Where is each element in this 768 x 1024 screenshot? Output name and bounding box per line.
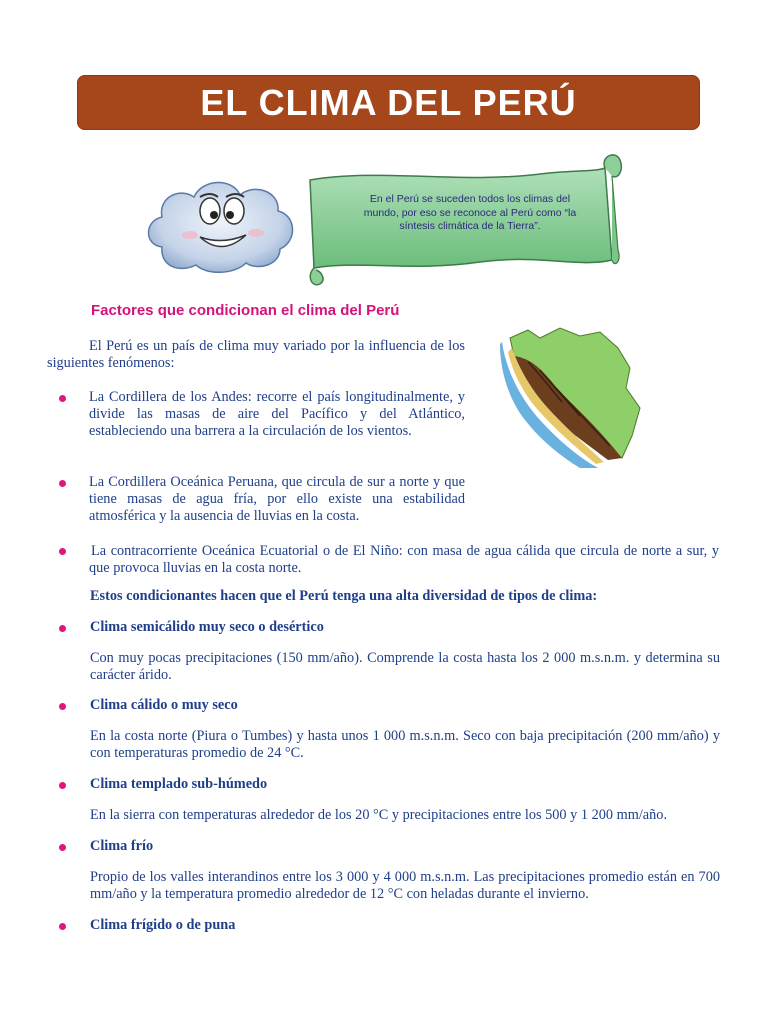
bullet-icon	[59, 844, 66, 851]
climate-name: Clima semicálido muy seco o desértico	[90, 619, 324, 635]
bullet-icon	[59, 703, 66, 710]
climate-desc: En la costa norte (Piura o Tumbes) y hasta unos 1 000 m.s.n.m. Seco con baja precipitación (200 mm/año) y con temperaturas promedio de 24 °C.	[90, 728, 720, 761]
bullet-icon	[59, 548, 66, 555]
page-title: EL CLIMA DEL PERÚ	[200, 81, 577, 123]
climate-desc: En la sierra con temperaturas alrededor de los 20 °C y precipitaciones entre los 500 y 1 200 mm/año.	[90, 807, 668, 823]
climate-name: Clima frío	[90, 838, 154, 854]
factor-el-nino: La contracorriente Oceánica Ecuatorial o de El Niño: con masa de agua cálida que circula de norte a sur, y que provoca lluvias en la costa norte.	[89, 543, 719, 576]
bullet-icon	[59, 782, 66, 789]
peru-map-icon	[500, 318, 650, 468]
climate-name: Clima frígido o de puna	[90, 917, 236, 933]
climate-desc: Propio de los valles interandinos entre los 3 000 y 4 000 m.s.n.m. Las precipitaciones promedio están en 700 mm/año y la temperatura promedio alrededor de 12 °C con heladas durante el invierno.	[90, 869, 720, 902]
climate-name: Clima templado sub-húmedo	[90, 776, 268, 792]
bullet-icon	[59, 395, 66, 402]
smiling-cloud-icon	[140, 175, 298, 275]
summary-line: Estos condicionantes hacen que el Perú tenga una alta diversidad de tipos de clima:	[90, 588, 598, 604]
climate-desc: Con muy pocas precipitaciones (150 mm/año). Comprende la costa hasta los 2 000 m.s.n.m. y determina su carácter árido.	[90, 650, 720, 683]
scroll-caption: En el Perú se suceden todos los climas del mundo, por eso se reconoce al Perú como “la síntesis climática de la Tierra”.	[363, 193, 577, 232]
climate-name: Clima cálido o muy seco	[90, 697, 238, 713]
bullet-icon	[59, 923, 66, 930]
bullet-icon	[59, 480, 66, 487]
factor-oceanic: La Cordillera Oceánica Peruana, que circula de sur a norte y que tiene masas de agua fría, por ello existe una estabilidad atmosférica y la ausencia de lluvias en la costa.	[89, 474, 465, 524]
factor-andes: La Cordillera de los Andes: recorre el país longitudinalmente, y divide las masas de aire del Pacífico y del Atlántico, estableciendo una barrera a la circulación de los vientos.	[89, 389, 465, 439]
section-heading: Factores que condicionan el clima del Perú	[91, 302, 400, 319]
intro-paragraph: El Perú es un país de clima muy variado por la influencia de los siguientes fenómenos:	[47, 338, 465, 371]
title-banner	[77, 75, 700, 130]
bullet-icon	[59, 625, 66, 632]
